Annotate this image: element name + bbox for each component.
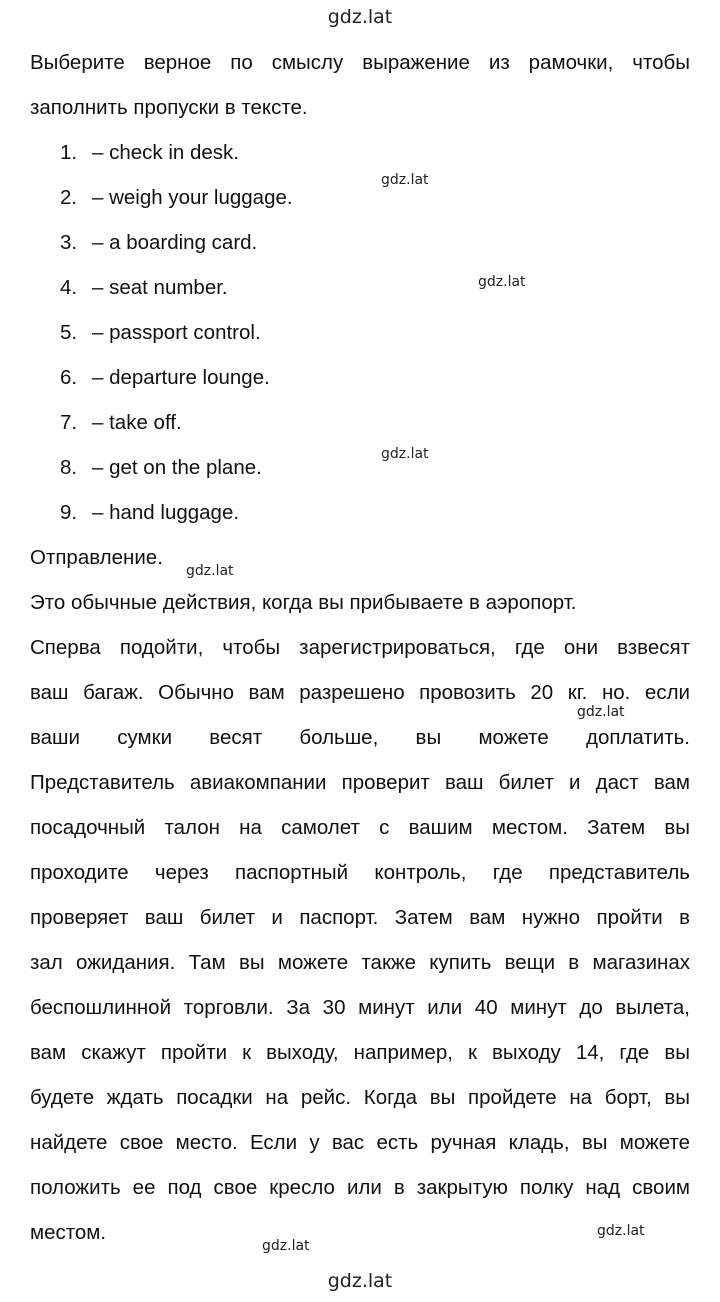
watermark: gdz.lat bbox=[597, 1223, 645, 1239]
item-text: – a boarding card. bbox=[92, 231, 258, 254]
list-item bbox=[60, 130, 293, 175]
body-line: Представитель авиакомпании проверит ваш билет и даст вам bbox=[30, 771, 690, 794]
list-item bbox=[60, 490, 293, 535]
section-title: Отправление. bbox=[30, 546, 163, 569]
body-line: Это обычные действия, когда вы прибываете в аэропорт. bbox=[30, 591, 577, 614]
watermark: gdz.lat bbox=[381, 446, 429, 462]
item-number: 5. bbox=[60, 321, 78, 344]
body-line: найдете свое место. Если у вас есть ручная кладь, вы можете bbox=[30, 1131, 690, 1154]
body-text bbox=[30, 580, 690, 1255]
watermark: gdz.lat bbox=[478, 274, 526, 290]
body-line: беспошлинной торговли. За 30 минут или 40 минут до вылета, bbox=[30, 996, 690, 1019]
list-item bbox=[60, 355, 293, 400]
item-number: 4. bbox=[60, 276, 78, 299]
list-item bbox=[60, 265, 293, 310]
list-item bbox=[60, 220, 293, 265]
item-text: – passport control. bbox=[92, 321, 261, 344]
watermark: gdz.lat bbox=[262, 1238, 310, 1254]
watermark-top: gdz.lat bbox=[327, 6, 393, 28]
item-text: – take off. bbox=[92, 411, 182, 434]
list-item bbox=[60, 445, 293, 490]
body-line: местом. bbox=[30, 1221, 107, 1244]
list-item bbox=[60, 310, 293, 355]
item-text: – seat number. bbox=[92, 276, 228, 299]
list-item bbox=[60, 175, 293, 220]
watermark: gdz.lat bbox=[186, 563, 234, 579]
instruction-line: Выберите верное по смыслу выражение из рамочки, чтобы bbox=[30, 51, 690, 74]
body-line: Сперва подойти, чтобы зарегистрироваться, где они взвесят bbox=[30, 636, 690, 659]
phrase-list bbox=[60, 130, 293, 535]
body-line: положить ее под свое кресло или в закрытую полку над своим bbox=[30, 1176, 690, 1199]
item-number: 9. bbox=[60, 501, 78, 524]
item-number: 7. bbox=[60, 411, 78, 434]
item-number: 6. bbox=[60, 366, 78, 389]
body-line: ваш багаж. Обычно вам разрешено провозить 20 кг. но. если bbox=[30, 681, 690, 704]
body-line: проходите через паспортный контроль, где представитель bbox=[30, 861, 690, 884]
item-text: – get on the plane. bbox=[92, 456, 262, 479]
list-item bbox=[60, 400, 293, 445]
instruction bbox=[30, 40, 690, 130]
item-number: 1. bbox=[60, 141, 78, 164]
body-line: посадочный талон на самолет с вашим местом. Затем вы bbox=[30, 816, 690, 839]
item-text: – departure lounge. bbox=[92, 366, 270, 389]
body-line: вам скажут пройти к выходу, например, к выходу 14, где вы bbox=[30, 1041, 690, 1064]
watermark-bottom: gdz.lat bbox=[327, 1270, 393, 1292]
body-line: ваши сумки весят больше, вы можете доплатить. bbox=[30, 726, 690, 749]
body-line: зал ожидания. Там вы можете также купить вещи в магазинах bbox=[30, 951, 690, 974]
watermark: gdz.lat bbox=[381, 172, 429, 188]
item-number: 2. bbox=[60, 186, 78, 209]
watermark: gdz.lat bbox=[577, 704, 625, 720]
item-text: – weigh your luggage. bbox=[92, 186, 293, 209]
item-text: – hand luggage. bbox=[92, 501, 240, 524]
body-line: проверяет ваш билет и паспорт. Затем вам нужно пройти в bbox=[30, 906, 690, 929]
body-line: будете ждать посадки на рейс. Когда вы пройдете на борт, вы bbox=[30, 1086, 690, 1109]
item-number: 8. bbox=[60, 456, 78, 479]
item-text: – check in desk. bbox=[92, 141, 239, 164]
instruction-line: заполнить пропуски в тексте. bbox=[30, 96, 308, 119]
item-number: 3. bbox=[60, 231, 78, 254]
